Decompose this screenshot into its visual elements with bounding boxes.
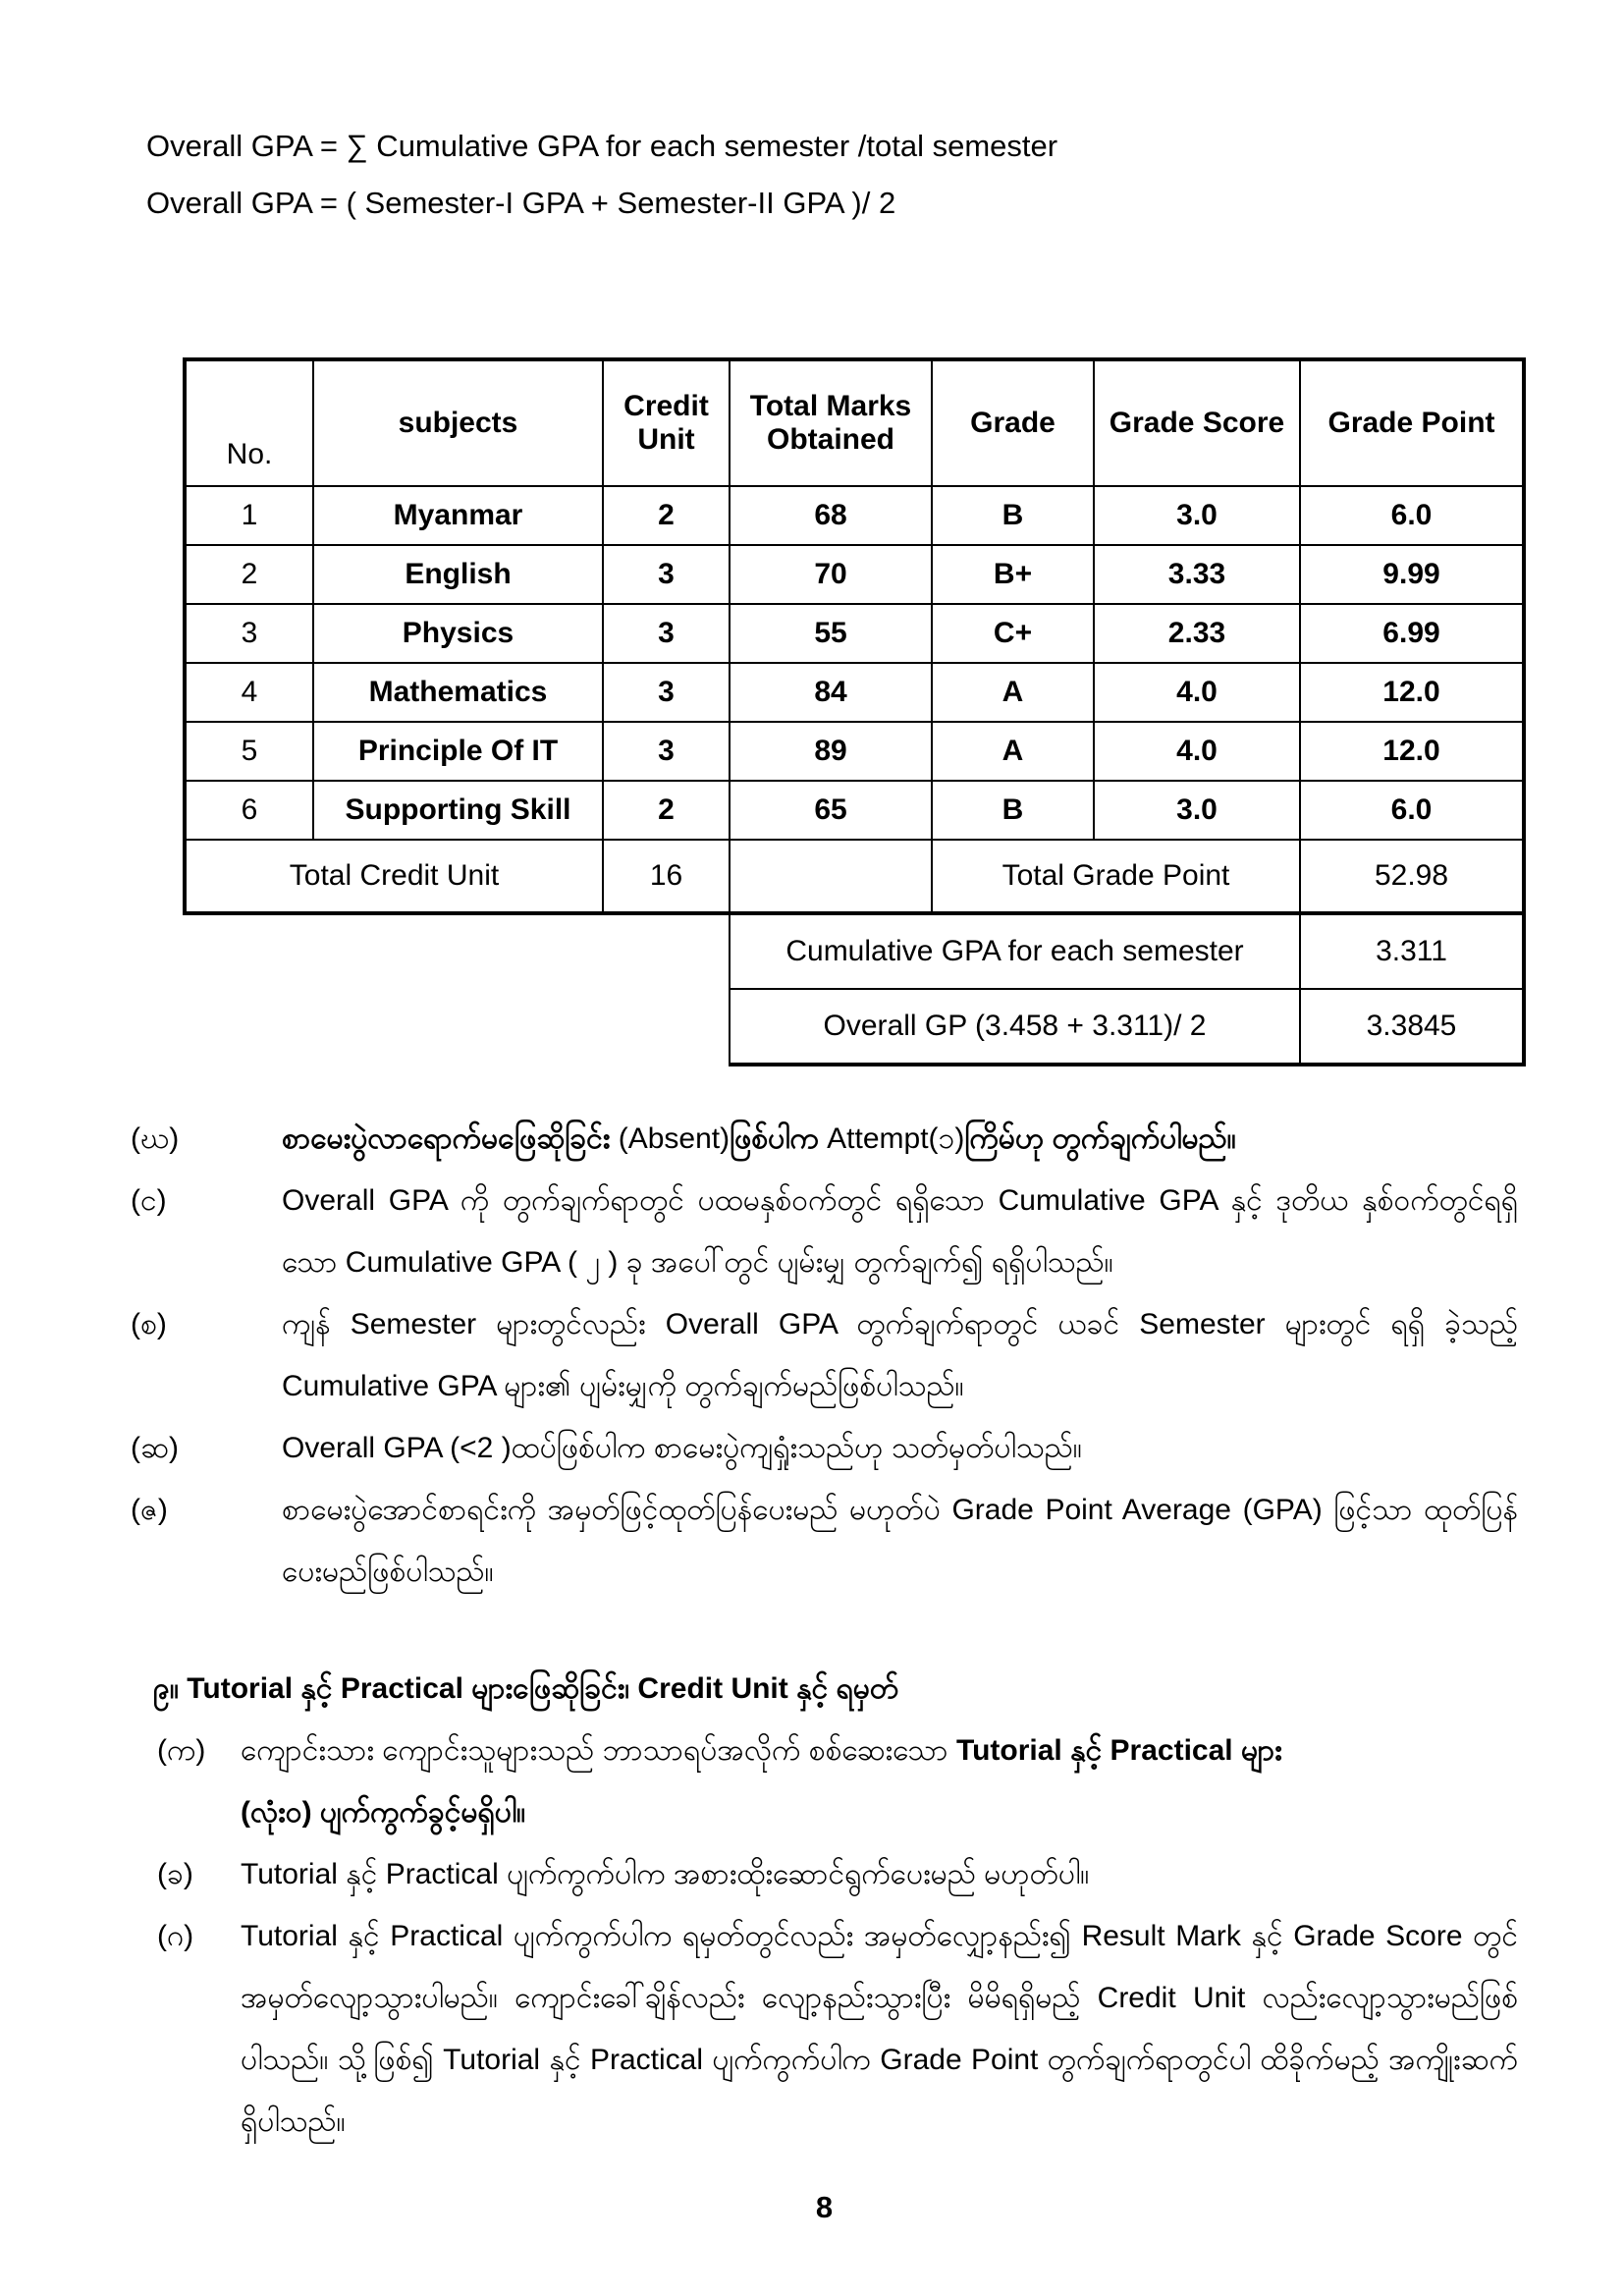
overall-gp-label: Overall GP (3.458 + 3.311)/ 2	[730, 989, 1300, 1065]
blank-region	[185, 989, 730, 1065]
cell-grade-score: 3.0	[1094, 486, 1300, 545]
note-segment: ဖြစ်ပါက	[730, 1122, 828, 1155]
table-row	[185, 486, 1524, 545]
note-segment: စာမေးပွဲလာရောက်မဖြေဆိုခြင်း	[282, 1122, 619, 1155]
header-subjects: subjects	[313, 359, 603, 486]
section-item	[131, 1843, 1518, 1905]
cell-no: 2	[185, 545, 313, 604]
note-text	[282, 1108, 1518, 1170]
cumulative-gpa-label: Cumulative GPA for each semester	[730, 913, 1300, 989]
cell-grade-score: 3.0	[1094, 781, 1300, 840]
cell-subject: Mathematics	[313, 663, 603, 722]
cell-subject: English	[313, 545, 603, 604]
cell-total-marks: 89	[730, 722, 932, 781]
cell-grade-point: 9.99	[1300, 545, 1524, 604]
note-item	[131, 1479, 1518, 1603]
section-item-text: Tutorial နှင့် Practical ပျက်ကွက်ပါက ရမှတ်တွင်လည်း အမှတ်လျှော့နည်း၍ Result Mark နှင့် Grade Score တွင် အမှတ်လျော့သွားပါမည်။ ကျောင်းခေါ်ချိန်လည်း လျော့နည်းသွားပြီး မိမိရရှိမည့် Credit Unit လည်းလျော့သွားမည်ဖြစ်ပါသည်။ သို့ဖြစ်၍ Tutorial နှင့် Practical ပျက်ကွက်ပါက Grade Point တွက်ချက်ရာတွင်ပါ ထိခိုက်မည့် အကျိုးဆက်ရှိပါသည်။	[241, 1920, 1518, 2138]
cell-grade: B	[932, 781, 1094, 840]
note-text: Overall GPA (<2 )ထပ်ဖြစ်ပါက စာမေးပွဲကျရှုံးသည်ဟု သတ်မှတ်ပါသည်။	[282, 1432, 1082, 1464]
table-header-row	[185, 359, 1524, 486]
cell-credit-unit: 3	[603, 545, 730, 604]
cell-total-marks: 65	[730, 781, 932, 840]
cell-grade-score: 4.0	[1094, 663, 1300, 722]
cell-no: 6	[185, 781, 313, 840]
note-segment: (Absent)	[618, 1122, 731, 1155]
note-label: (င)	[131, 1184, 167, 1217]
cell-no: 1	[185, 486, 313, 545]
note-text: စာမေးပွဲအောင်စာရင်းကို အမှတ်ဖြင့်ထုတ်ပြန်ပေးမည် မဟုတ်ပဲ Grade Point Average (GPA) ဖြင့်သာ ထုတ်ပြန်ပေးမည်ဖြစ်ပါသည်။	[282, 1494, 1518, 1588]
table-row	[185, 781, 1524, 840]
formula-line-2: Overall GPA = ( Semester-I GPA + Semester-II GPA )/ 2	[146, 186, 896, 220]
cell-no: 3	[185, 604, 313, 663]
notes-list	[131, 1108, 1518, 1603]
note-segment: Attempt(၁)	[827, 1122, 965, 1155]
cell-grade: A	[932, 663, 1094, 722]
formula-line-1: Overall GPA = ∑ Cumulative GPA for each semester /total semester	[146, 129, 1058, 163]
header-no: No.	[185, 359, 313, 486]
section-item-text	[241, 1720, 1518, 1843]
note-segment: ကြိမ်ဟု တွက်ချက်ပါမည်။	[964, 1122, 1236, 1155]
table-row	[185, 604, 1524, 663]
cumulative-gpa-value: 3.311	[1300, 913, 1524, 989]
cell-grade-score: 4.0	[1094, 722, 1300, 781]
table-row	[185, 722, 1524, 781]
cell-total-marks: 84	[730, 663, 932, 722]
text-segment: (လုံးဝ) ပျက်ကွက်ခွင့်မရှိပါ။	[241, 1796, 526, 1829]
cell-grade-point: 12.0	[1300, 722, 1524, 781]
total-grade-point-label: Total Grade Point	[932, 840, 1300, 913]
note-item	[131, 1108, 1518, 1170]
total-credit-unit-label: Total Credit Unit	[185, 840, 603, 913]
cell-grade-score: 3.33	[1094, 545, 1300, 604]
cell-grade-point: 12.0	[1300, 663, 1524, 722]
cell-subject: Myanmar	[313, 486, 603, 545]
cell-credit-unit: 2	[603, 781, 730, 840]
section-item	[131, 1720, 1518, 1843]
gpa-formulas	[146, 118, 1518, 232]
cell-total-marks: 70	[730, 545, 932, 604]
cell-subject: Physics	[313, 604, 603, 663]
cell-grade-point: 6.0	[1300, 486, 1524, 545]
header-grade: Grade	[932, 359, 1094, 486]
table-row	[185, 545, 1524, 604]
cumulative-gpa-row	[185, 913, 1524, 989]
totals-row	[185, 840, 1524, 913]
cell-credit-unit: 3	[603, 722, 730, 781]
page-number: 8	[815, 2190, 834, 2224]
empty-cell	[730, 840, 932, 913]
header-grade-point: Grade Point	[1300, 359, 1524, 486]
note-item	[131, 1293, 1518, 1417]
header-credit-unit: Credit Unit	[603, 359, 730, 486]
cell-grade: B	[932, 486, 1094, 545]
cell-no: 5	[185, 722, 313, 781]
overall-gp-row	[185, 989, 1524, 1065]
text-segment: ကျောင်းသား ကျောင်းသူများသည် ဘာသာရပ်အလိုက် စစ်ဆေးသော	[241, 1734, 956, 1767]
cell-grade: A	[932, 722, 1094, 781]
section-item-label: (ခ)	[157, 1858, 193, 1890]
cell-grade-point: 6.99	[1300, 604, 1524, 663]
total-grade-point-value: 52.98	[1300, 840, 1524, 913]
cell-subject: Principle Of IT	[313, 722, 603, 781]
text-segment: Tutorial နှင့် Practical များ	[955, 1734, 1282, 1767]
cell-no: 4	[185, 663, 313, 722]
cell-grade: C+	[932, 604, 1094, 663]
section-9	[131, 1658, 1518, 2153]
cell-credit-unit: 3	[603, 663, 730, 722]
header-grade-score: Grade Score	[1094, 359, 1300, 486]
note-text: Overall GPA ကို တွက်ချက်ရာတွင် ပထမနှစ်ဝက်တွင် ရရှိသော Cumulative GPA နှင့် ဒုတိယ နှစ်ဝက်တွင်ရရှိသော Cumulative GPA ( ၂ ) ခု အပေါ်တွင် ပျမ်းမျှ တွက်ချက်၍ ရရှိပါသည်။	[282, 1184, 1518, 1279]
note-item	[131, 1417, 1518, 1479]
cell-total-marks: 68	[730, 486, 932, 545]
overall-gp-value: 3.3845	[1300, 989, 1524, 1065]
cell-credit-unit: 3	[603, 604, 730, 663]
note-text: ကျန် Semester များတွင်လည်း Overall GPA တွက်ချက်ရာတွင် ယခင် Semester များတွင် ရရှိ ခဲ့သည့် Cumulative GPA များ၏ ပျမ်းမျှကို တွက်ချက်မည်ဖြစ်ပါသည်။	[282, 1308, 1518, 1402]
section-item	[131, 1905, 1518, 2153]
cell-credit-unit: 2	[603, 486, 730, 545]
note-label: (ဃ)	[131, 1122, 180, 1155]
table-row	[185, 663, 1524, 722]
cell-grade-score: 2.33	[1094, 604, 1300, 663]
section-item-label: (က)	[157, 1734, 206, 1767]
cell-grade-point: 6.0	[1300, 781, 1524, 840]
note-item	[131, 1170, 1518, 1293]
cell-total-marks: 55	[730, 604, 932, 663]
note-label: (ဇ)	[131, 1494, 168, 1526]
note-label: (စ)	[131, 1308, 167, 1340]
header-total-marks: Total Marks Obtained	[730, 359, 932, 486]
section-item-text: Tutorial နှင့် Practical ပျက်ကွက်ပါက အစားထိုးဆောင်ရွက်ပေးမည် မဟုတ်ပါ။	[241, 1858, 1090, 1890]
grades-table	[183, 357, 1526, 1066]
cell-grade: B+	[932, 545, 1094, 604]
cell-subject: Supporting Skill	[313, 781, 603, 840]
section-item-label: (ဂ)	[157, 1920, 194, 1952]
note-label: (ဆ)	[131, 1432, 179, 1464]
section-heading: ၉။ Tutorial နှင့် Practical များဖြေဆိုခြင်း၊ Credit Unit နှင့် ရမှတ်	[153, 1672, 899, 1705]
blank-region	[185, 913, 730, 989]
total-credit-unit-value: 16	[603, 840, 730, 913]
